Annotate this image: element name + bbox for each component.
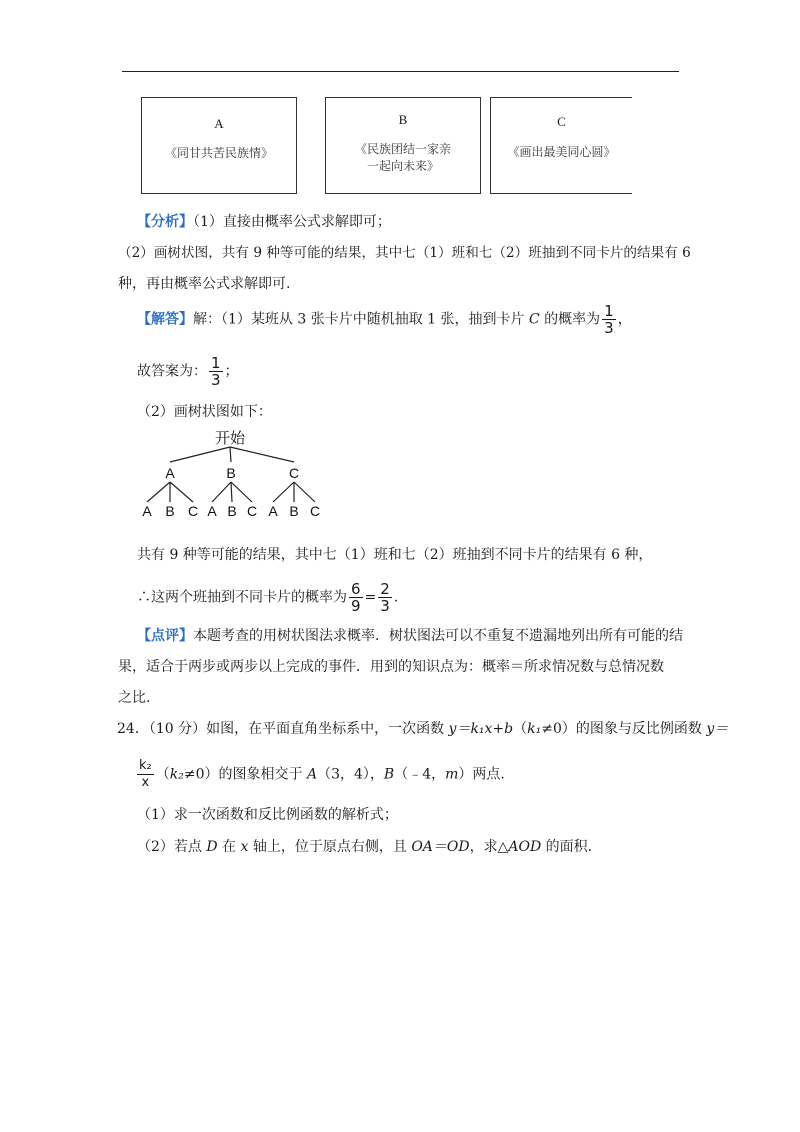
card-c — [490, 97, 632, 194]
q24-line-2 — [137, 758, 505, 791]
tree-node-a: A — [165, 465, 175, 481]
answer-text-2b: ； — [224, 363, 239, 380]
frac-den: 3 — [380, 597, 390, 615]
tree-edge — [170, 447, 230, 462]
analysis-line-3: 种，再由概率公式求解即可. — [118, 276, 291, 292]
answer-var-c: C — [528, 311, 540, 328]
comment-line-2: 果，适合于两步或两步以上完成的事件．用到的知识点为：概率＝所求情况数与总情况数 — [118, 659, 664, 675]
comment-text-1: 本题考查的用树状图法求概率．树状图法可以不重复不遗漏地列出所有可能的结 — [193, 628, 683, 644]
q24-paren: （ — [513, 721, 528, 737]
q24-sub2-text-b: 在 — [217, 839, 241, 855]
q24-text-2: ≠0）的图象相交于 — [183, 766, 307, 783]
tree-leaf: B — [165, 503, 175, 519]
q24-text-1b: ≠0）的图象与反比例函数 — [541, 721, 707, 737]
frac-den: 3 — [211, 371, 221, 389]
fraction-one-third-a — [602, 303, 616, 336]
answer-line-2 — [137, 355, 239, 388]
answer-text-5: ∴这两个班抽到不同卡片的概率为 — [137, 589, 347, 606]
answer-line-1 — [137, 303, 632, 336]
comment-line-3: 之比. — [118, 690, 151, 706]
fraction-six-ninths — [349, 581, 363, 614]
frac-num: 1 — [211, 354, 221, 372]
q24-triangle: AOD — [508, 839, 542, 855]
tree-leaf: A — [207, 503, 217, 519]
card-c-letter: C — [557, 114, 566, 129]
q24-sub2-text-e: 的面积. — [541, 839, 593, 855]
answer-tag: 【解答】 — [137, 311, 193, 328]
frac-num: 2 — [380, 580, 390, 598]
frac-den: 9 — [351, 597, 361, 615]
tree-edge — [230, 447, 294, 462]
tree-leaf: B — [289, 503, 299, 519]
frac-num: 6 — [351, 580, 361, 598]
tree-edge — [231, 482, 232, 502]
q24-y-eq: y＝ — [706, 721, 729, 737]
q24-text-2b: ）两点. — [458, 766, 505, 783]
analysis-text-1: （1）直接由概率公式求解即可； — [193, 214, 391, 230]
answer-text-1: 解：（1）某班从 3 张卡片中随机抽取 1 张，抽到卡片 — [193, 311, 529, 328]
tree-edge — [170, 482, 193, 502]
tree-diagram — [130, 427, 330, 523]
card-a-title: 《同甘共苦民族情》 — [164, 146, 273, 160]
comment-tag: 【点评】 — [137, 628, 193, 644]
tree-edge — [147, 482, 170, 502]
card-a — [141, 97, 297, 194]
tree-leaf: C — [187, 503, 199, 519]
q24-point-d: D — [206, 839, 218, 855]
q24-sub2-text-d: ，求△ — [469, 839, 509, 855]
equals-sign: = — [364, 589, 377, 606]
q24-sub2-text: （2）若点 — [137, 839, 207, 855]
analysis-line-1 — [137, 212, 391, 232]
fraction-k2-over-x — [137, 758, 154, 791]
answer-line-3: （2）画树状图如下： — [137, 404, 272, 420]
q24-point-a: A — [306, 766, 318, 783]
q24-oa-od: OA＝OD — [411, 839, 470, 855]
comment-line-1 — [137, 626, 683, 646]
header-rule — [122, 71, 679, 72]
tree-node-b: B — [226, 465, 236, 481]
answer-line-4: 共有 9 种等可能的结果，其中七（1）班和七（2）班抽到不同卡片的结果有 6 种， — [137, 547, 653, 563]
answer-text-1c: ， — [617, 311, 632, 328]
analysis-tag: 【分析】 — [137, 214, 193, 230]
frac-num: 1 — [604, 302, 614, 320]
card-b-title-line1: 《民族团结一家亲 — [354, 142, 451, 156]
q24-sub-1: （1）求一次函数和反比例函数的解析式； — [137, 807, 398, 823]
answer-line-5 — [137, 581, 398, 614]
fraction-one-third-b — [209, 355, 223, 388]
card-a-letter: A — [214, 116, 224, 131]
answer-text-5b: . — [393, 589, 399, 606]
frac-den: x — [141, 775, 150, 790]
q24-k1: k₁ — [527, 721, 542, 737]
tree-edge — [231, 482, 252, 502]
frac-num: k₂ — [139, 758, 152, 773]
answer-text-2: 故答案为： — [137, 363, 207, 380]
tree-edge — [230, 447, 231, 462]
tree-leaf: A — [268, 503, 278, 519]
fraction-two-thirds — [378, 581, 392, 614]
tree-node-c: C — [288, 465, 300, 481]
card-c-title: 《画出最美同心圆》 — [507, 145, 616, 159]
tree-leaf: B — [227, 503, 237, 519]
card-b-letter: B — [398, 112, 408, 127]
card-b — [325, 97, 481, 194]
tree-root: 开始 — [214, 429, 246, 447]
q24-x: x — [240, 839, 249, 855]
card-b-title-line2: 一起向未来》 — [366, 159, 439, 173]
q24-a-coord: （3，4）， — [317, 766, 384, 783]
q24-paren-2: （ — [155, 766, 170, 783]
frac-den: 3 — [604, 319, 614, 337]
q24-sub-2 — [137, 837, 592, 857]
q24-linear-eq: y＝k₁x+b — [448, 721, 514, 737]
q24-m: m — [445, 766, 459, 783]
tree-edge — [212, 482, 231, 502]
tree-edge — [294, 482, 315, 502]
q24-k2: k₂ — [169, 766, 184, 783]
q24-line-1 — [117, 719, 728, 739]
q24-point-b: B — [383, 766, 395, 783]
q24-sub2-text-c: 轴上，位于原点右侧，且 — [248, 839, 412, 855]
answer-text-1b: 的概率为 — [539, 311, 601, 328]
tree-leaf: C — [246, 503, 258, 519]
q24-text-1: 24．（10 分）如图，在平面直角坐标系中，一次函数 — [117, 721, 449, 737]
tree-edge — [273, 482, 294, 502]
tree-leaf: C — [309, 503, 321, 519]
tree-leaf: A — [142, 503, 152, 519]
q24-b-coord: （﹣4， — [394, 766, 446, 783]
analysis-line-2: （2）画树状图，共有 9 种等可能的结果，其中七（1）班和七（2）班抽到不同卡片的结果有 6 — [118, 245, 691, 261]
